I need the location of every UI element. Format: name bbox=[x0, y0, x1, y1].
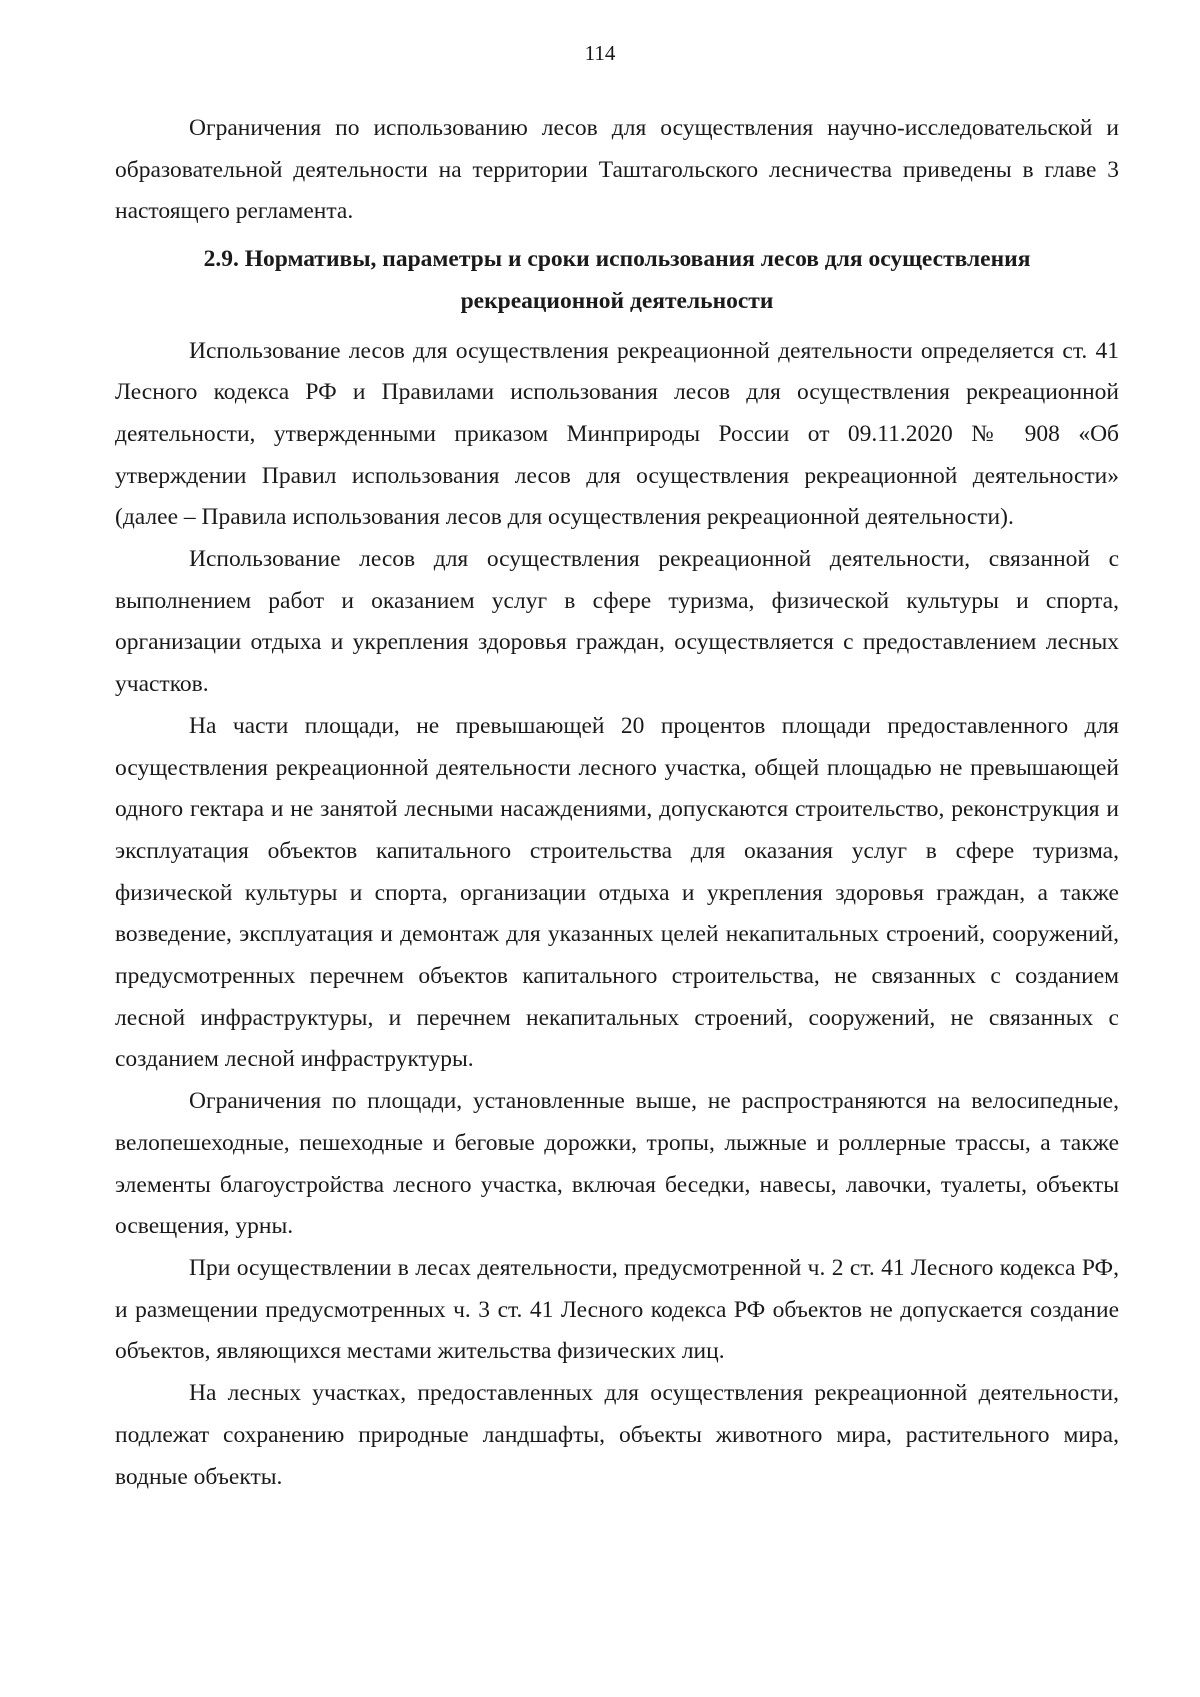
body-paragraph: Использование лесов для осуществления рекреационной деятельности, связанной с выполнением работ и оказанием услуг в сфере туризма, физической культуры и спорта, организации отдыха и укрепления здоровья граждан, осуществляется с предоставлением лесных участков. bbox=[115, 546, 1119, 698]
page-number: 114 bbox=[584, 41, 616, 65]
body-paragraph: При осуществлении в лесах деятельности, предусмотренной ч. 2 ст. 41 Лесного кодекса РФ, и размещении предусмотренных ч. 3 ст. 41 Лесного кодекса РФ объектов не допускается создание объектов, являющихся местами жительства физических лиц. bbox=[115, 1254, 1119, 1365]
body-paragraph: Использование лесов для осуществления рекреационной деятельности определяется ст. 41 Лесного кодекса РФ и Правилами использования лесов для осуществления рекреационной деятельности, утвержденными приказом Минприроды России от 09.11.2020 № 908 «Об утверждении Правил использования лесов для осуществления рекреационной деятельности» (далее – Правила использования лесов для осуществления рекреационной деятельности). bbox=[115, 337, 1119, 531]
document-body bbox=[115, 108, 1119, 1498]
section-heading-line-2: рекреационной деятельности bbox=[460, 287, 774, 314]
intro-paragraph: Ограничения по использованию лесов для осуществления научно-исследовательской и образовательной деятельности на территории Таштагольского лесничества приведены в главе 3 настоящего регламента. bbox=[115, 115, 1119, 225]
body-paragraph: На лесных участках, предоставленных для осуществления рекреационной деятельности, подлежат сохранению природные ландшафты, объекты животного мира, растительного мира, водные объекты. bbox=[115, 1380, 1119, 1490]
section-heading bbox=[115, 233, 1119, 330]
section-heading-line-1: 2.9. Нормативы, параметры и сроки использования лесов для осуществления bbox=[203, 246, 1031, 273]
body-paragraph: Ограничения по площади, установленные выше, не распространяются на велосипедные, велопешеходные, пешеходные и беговые дорожки, тропы, лыжные и роллерные трассы, а также элементы благоустройства лесного участка, включая беседки, навесы, лавочки, туалеты, объекты освещения, урны. bbox=[115, 1088, 1119, 1240]
body-paragraph: На части площади, не превышающей 20 процентов площади предоставленного для осуществления рекреационной деятельности лесного участка, общей площадью не превышающей одного гектара и не занятой лесными насаждениями, допускаются строительство, реконструкция и эксплуатация объектов капитального строительства для оказания услуг в сфере туризма, физической культуры и спорта, организации отдыха и укрепления здоровья граждан, а также возведение, эксплуатация и демонтаж для указанных целей некапитальных строений, сооружений, предусмотренных перечнем объектов капитального строительства, не связанных с созданием лесной инфраструктуры, и перечнем некапитальных строений, сооружений, не связанных с созданием лесной инфраструктуры. bbox=[115, 712, 1119, 1073]
